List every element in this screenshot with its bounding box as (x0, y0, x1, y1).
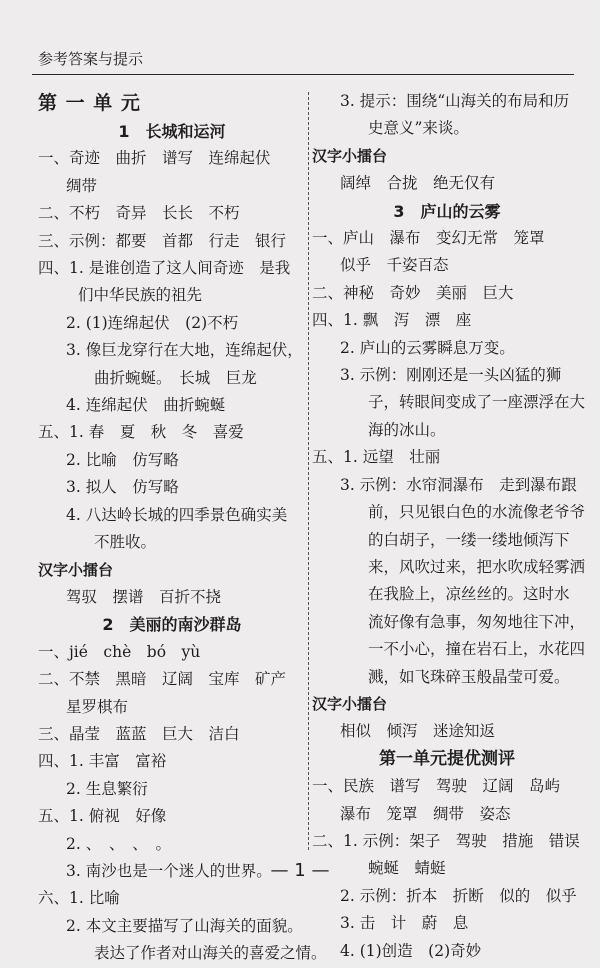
left-line: 不胜收。 (94, 533, 157, 552)
right-line: 流好像有急事，匆匆地往下冲， (368, 612, 586, 631)
header-rule (32, 74, 574, 75)
right-line: 3. 击 计 蔚 息 (340, 914, 469, 933)
left-line: 驾驭 摆谱 百折不挠 (66, 587, 222, 606)
right-line: 瀑布 笼罩 绸带 姿态 (340, 804, 511, 823)
left-line: 曲折蜿蜒。 长城 巨龙 (94, 368, 257, 387)
left-column (38, 88, 327, 968)
right-line: 阔绰 合拢 绝无仅有 (340, 174, 496, 193)
right-line: 二、神秘 奇妙 美丽 巨大 (312, 283, 514, 302)
left-line: 一、jié chè bó yù (38, 642, 201, 661)
right-line: 溅，如飞珠碎玉般晶莹可爱。 (368, 667, 570, 686)
right-line: 四、1. 飘 泻 漂 座 (312, 311, 472, 330)
left-line: 2. 、 、 、 。 (66, 834, 171, 853)
right-line: 2. 庐山的云雾瞬息万变。 (340, 338, 515, 357)
right-line: 汉字小擂台 (312, 146, 388, 165)
right-line: 3. 示例：刚刚还是一头凶猛的狮 (340, 366, 562, 385)
right-line: 相似 倾泻 迷途知返 (340, 722, 496, 741)
left-line: 4. 八达岭长城的四季景色确实美 (66, 505, 288, 524)
right-line: 汉字小擂台 (312, 694, 388, 713)
right-line: 在我脸上，凉丝丝的。这时水 (368, 585, 570, 604)
page-number: — 1 — (270, 860, 330, 881)
right-line: 4. (1)创造 (2)奇妙 (340, 941, 482, 960)
left-line: 2. (1)连绵起伏 (2)不朽 (66, 313, 239, 332)
right-line: 似乎 千姿百态 (340, 256, 449, 275)
right-line: 3. 提示：围绕“山海关的布局和历 (340, 92, 570, 110)
right-line: 2. 示例：折本 折断 似的 似乎 (340, 886, 577, 905)
left-line: 们中华民族的祖先 (78, 286, 203, 305)
left-line: 第 一 单 元 (38, 92, 141, 114)
right-line: 蜿蜒 蜻蜓 (368, 859, 446, 878)
column-divider (308, 92, 309, 850)
left-line: 二、不禁 黑暗 辽阔 宝库 矿产 (38, 670, 287, 689)
right-line: 第一单元提优测评 (379, 748, 515, 769)
right-line: 3 庐山的云雾 (393, 201, 501, 221)
left-line: 五、1. 春 夏 秋 冬 喜爱 (38, 423, 244, 442)
left-line: 五、1. 俯视 好像 (38, 807, 167, 826)
right-line: 一、庐山 瀑布 变幻无常 笼罩 (312, 229, 545, 248)
left-line: 一、奇迹 曲折 谱写 连绵起伏 (38, 149, 271, 168)
right-line: 一不小心，撞在岩石上，水花四 (368, 640, 586, 659)
right-line: 来，风吹过来，把水吹成轻雾洒 (368, 557, 586, 576)
left-line: 4. 连绵起伏 曲折蜿蜒 (66, 396, 226, 415)
left-line: 三、晶莹 蓝蓝 巨大 洁白 (38, 724, 240, 743)
left-line: 3. 像巨龙穿行在大地，连绵起伏， (66, 341, 303, 360)
right-line: 史意义”来谈。 (368, 119, 469, 138)
left-line: 2. 比喻 仿写略 (66, 450, 179, 469)
left-line: 表达了作者对山海关的喜爱之情。 (94, 944, 327, 963)
right-line: 的白胡子，一缕一缕地倾泻下 (368, 530, 570, 549)
right-line: 子，转眼间变成了一座漂浮在大 (368, 393, 586, 412)
left-line: 3. 拟人 仿写略 (66, 478, 179, 497)
right-column (312, 88, 586, 965)
right-line: 前，只见银白色的水流像老爷爷 (368, 503, 586, 522)
left-line: 三、示例：都要 首都 行走 银行 (38, 231, 287, 250)
right-line: 3. 示例：水帘洞瀑布 走到瀑布跟 (340, 475, 577, 494)
left-line: 四、1. 丰富 富裕 (38, 752, 167, 771)
right-line: 海的冰山。 (368, 420, 446, 439)
left-line: 1 长城和运河 (118, 122, 226, 141)
left-line: 星罗棋布 (66, 697, 129, 716)
left-line: 二、不朽 奇异 长长 不朽 (38, 204, 240, 223)
right-line: 五、1. 远望 壮丽 (312, 448, 441, 467)
right-line: 二、1. 示例：架子 驾驶 措施 错误 (312, 831, 580, 850)
left-line: 2 美丽的南沙群岛 (102, 615, 242, 635)
left-line: 汉字小擂台 (38, 560, 114, 579)
right-line: 一、民族 谱写 驾驶 辽阔 岛屿 (312, 777, 561, 796)
left-line: 四、1. 是谁创造了这人间奇迹 是我 (38, 259, 291, 278)
left-line: 六、1. 比喻 (38, 889, 120, 908)
left-line: 绸带 (66, 176, 98, 195)
page-header: 参考答案与提示 (38, 50, 144, 68)
left-line: 3. 南沙也是一个迷人的世界。 (66, 861, 272, 880)
left-line: 2. 本文主要描写了山海关的面貌。 (66, 916, 303, 935)
left-line: 2. 生息繁衍 (66, 779, 148, 798)
